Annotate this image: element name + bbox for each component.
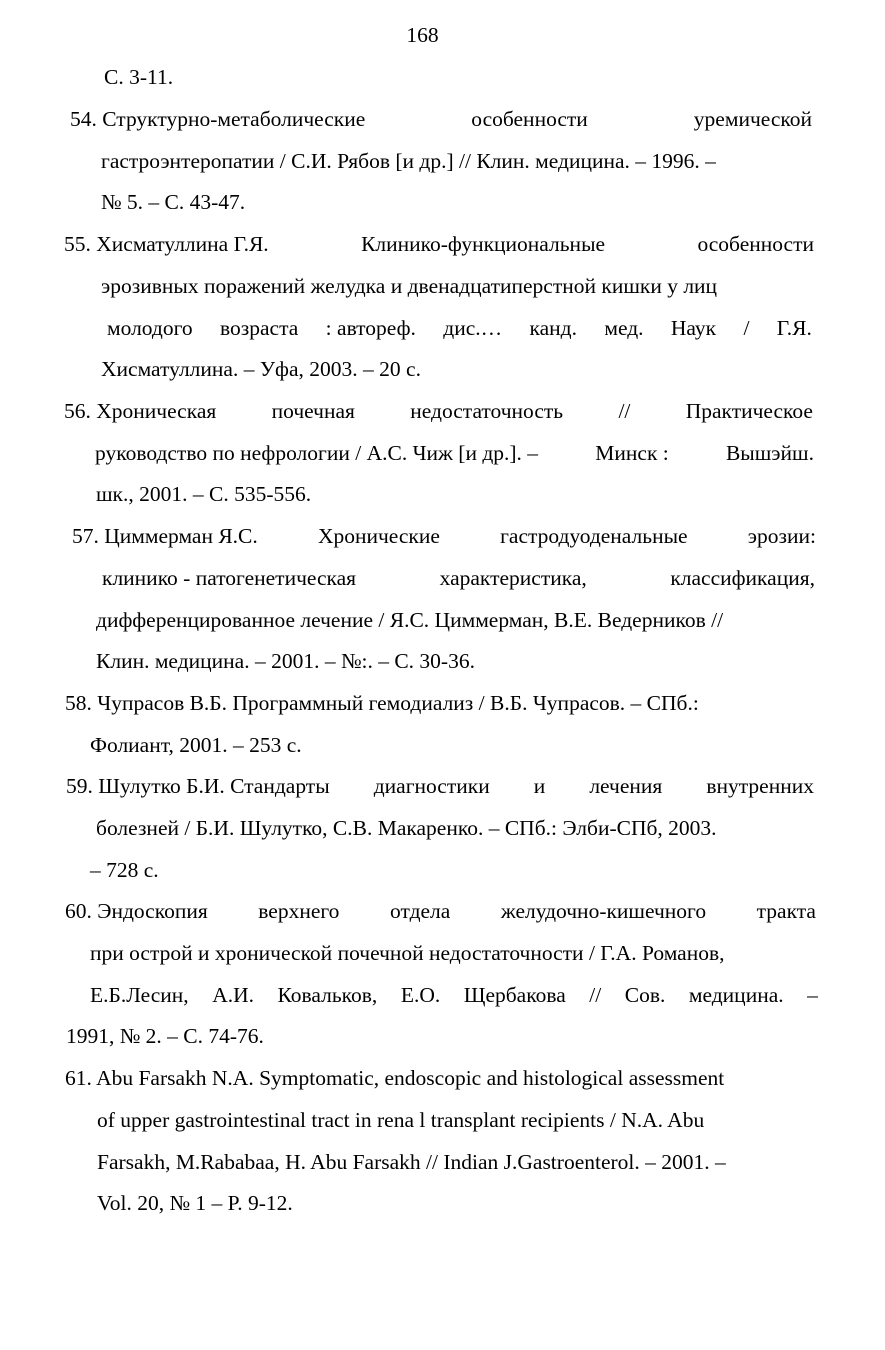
word: гастродуоденальные bbox=[500, 524, 688, 548]
word: особенности bbox=[697, 232, 814, 256]
word: и bbox=[533, 774, 546, 798]
word: Е.Б.Лесин, bbox=[90, 983, 189, 1007]
ref-55-line-1 bbox=[64, 227, 814, 261]
word: дис.… bbox=[443, 316, 503, 340]
word: возраста bbox=[220, 316, 299, 340]
word: лечения bbox=[589, 774, 663, 798]
word: диагностики bbox=[373, 774, 490, 798]
word: // bbox=[618, 399, 631, 423]
word: Ковальков, bbox=[277, 983, 378, 1007]
word: характеристика, bbox=[439, 566, 587, 590]
ref-57-line-3: дифференцированное лечение / Я.С. Циммерман, В.Е. Ведерников // bbox=[96, 608, 724, 632]
word: уремической bbox=[693, 107, 812, 131]
word: 55. Хисматуллина Г.Я. bbox=[64, 232, 269, 256]
word: Щербакова bbox=[463, 983, 566, 1007]
ref-57-line-2 bbox=[102, 561, 815, 595]
word: Клинико-функциональные bbox=[361, 232, 606, 256]
ref-60-line-3 bbox=[90, 978, 818, 1012]
word: особенности bbox=[471, 107, 588, 131]
word: А.И. bbox=[212, 983, 254, 1007]
ref-56-line-1 bbox=[64, 394, 813, 428]
word: Практическое bbox=[685, 399, 813, 423]
ref-55-line-4: Хисматуллина. – Уфа, 2003. – 20 с. bbox=[101, 357, 421, 381]
word: : автореф. bbox=[325, 316, 416, 340]
ref-56-line-2 bbox=[95, 436, 814, 470]
ref-53-line-3: С. 3-11. bbox=[104, 65, 174, 89]
word: тракта bbox=[756, 899, 816, 923]
ref-54-line-3: № 5. – С. 43-47. bbox=[101, 190, 246, 214]
word: эрозии: bbox=[747, 524, 816, 548]
ref-54-line-1 bbox=[70, 102, 812, 136]
ref-60-line-4: 1991, № 2. – С. 74-76. bbox=[66, 1024, 264, 1048]
ref-60-line-2: при острой и хронической почечной недостаточности / Г.А. Романов, bbox=[90, 941, 725, 965]
word: медицина. bbox=[688, 983, 784, 1007]
word: Г.Я. bbox=[776, 316, 812, 340]
ref-59-line-2: болезней / Б.И. Шулутко, С.В. Макаренко. – СПб.: Элби-СПб, 2003. bbox=[96, 816, 717, 840]
ref-55-line-3 bbox=[107, 311, 812, 345]
word: Хронические bbox=[317, 524, 440, 548]
word: / bbox=[743, 316, 750, 340]
ref-61-line-2: of upper gastrointestinal tract in rena l transplant recipients / N.A. Abu bbox=[97, 1108, 705, 1132]
word: Минск : bbox=[595, 441, 669, 465]
word: руководство по нефрологии / А.С. Чиж [и др.]. – bbox=[95, 441, 539, 465]
word: Сов. bbox=[624, 983, 666, 1007]
ref-57-line-1 bbox=[72, 519, 816, 553]
word: Наук bbox=[670, 316, 717, 340]
word: Вышэйш. bbox=[725, 441, 814, 465]
word: // bbox=[589, 983, 602, 1007]
page-number: 168 bbox=[406, 23, 439, 47]
ref-54-line-2: гастроэнтеропатии / С.И. Рябов [и др.] // Клин. медицина. – 1996. – bbox=[101, 149, 716, 173]
word: клинико - патогенетическая bbox=[102, 566, 357, 590]
ref-61-line-1: 61. Abu Farsakh N.A. Symptomatic, endoscopic and histological assessment bbox=[65, 1066, 725, 1090]
word: – bbox=[807, 983, 818, 1007]
word: молодого bbox=[107, 316, 193, 340]
word: желудочно-кишечного bbox=[500, 899, 707, 923]
word: 59. Шулутко Б.И. Стандарты bbox=[66, 774, 330, 798]
word: 54. Структурно-метаболические bbox=[70, 107, 366, 131]
ref-59-line-3: – 728 с. bbox=[90, 858, 159, 882]
word: верхнего bbox=[258, 899, 340, 923]
ref-56-line-3: шк., 2001. – С. 535-556. bbox=[96, 482, 312, 506]
ref-55-line-2: эрозивных поражений желудка и двенадцатиперстной кишки у лиц bbox=[101, 274, 718, 298]
ref-58-line-2: Фолиант, 2001. – 253 с. bbox=[90, 733, 302, 757]
ref-61-line-3: Farsakh, M.Rababaa, H. Abu Farsakh // Indian J.Gastroenterol. – 2001. – bbox=[97, 1150, 726, 1174]
word: 57. Циммерман Я.С. bbox=[72, 524, 258, 548]
ref-59-line-1 bbox=[66, 769, 814, 803]
word: 56. Хроническая bbox=[64, 399, 217, 423]
word: почечная bbox=[271, 399, 355, 423]
ref-60-line-1 bbox=[65, 894, 816, 928]
ref-61-line-4: Vol. 20, № 1 – P. 9-12. bbox=[97, 1191, 293, 1215]
word: внутренних bbox=[706, 774, 814, 798]
ref-57-line-4: Клин. медицина. – 2001. – №:. – С. 30-36. bbox=[96, 649, 475, 673]
word: классификация, bbox=[670, 566, 815, 590]
word: отдела bbox=[389, 899, 451, 923]
word: Е.О. bbox=[400, 983, 441, 1007]
word: 60. Эндоскопия bbox=[65, 899, 208, 923]
word: мед. bbox=[604, 316, 644, 340]
word: недостаточность bbox=[410, 399, 564, 423]
ref-58-line-1: 58. Чупрасов В.Б. Программный гемодиализ / В.Б. Чупрасов. – СПб.: bbox=[65, 691, 699, 715]
word: канд. bbox=[529, 316, 577, 340]
